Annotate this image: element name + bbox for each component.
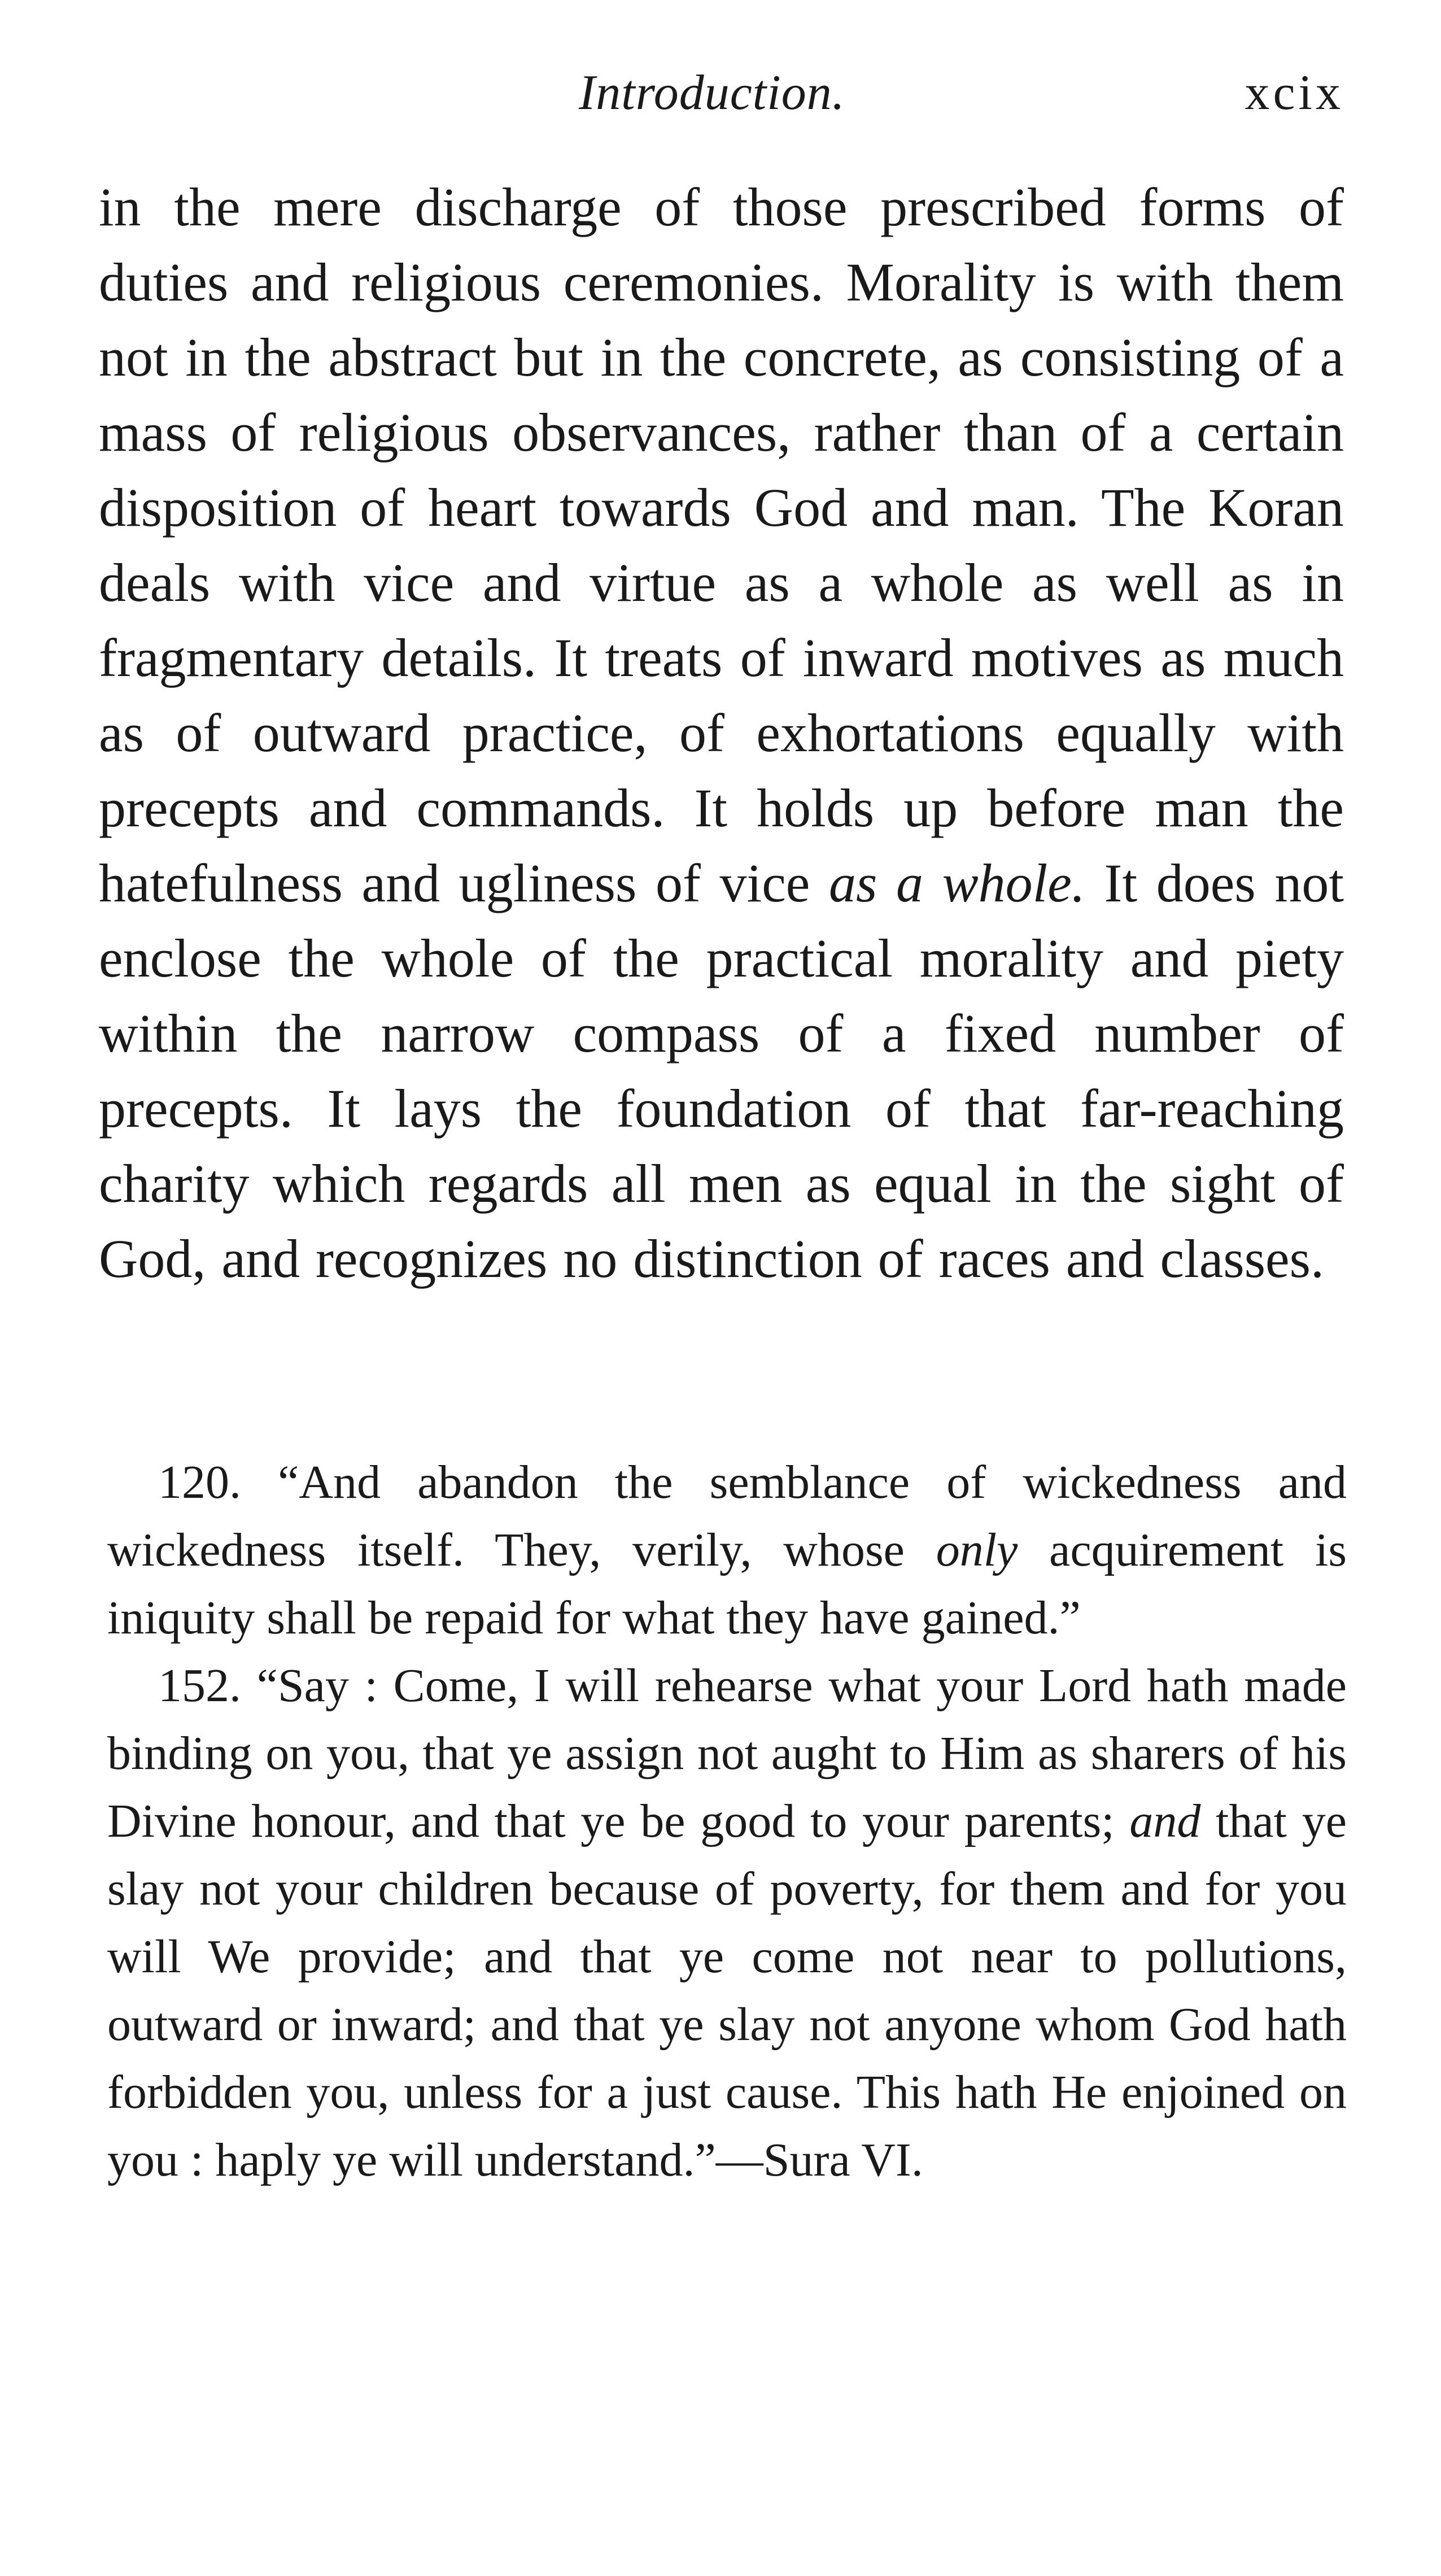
main-text bbox=[99, 169, 1344, 1296]
main-paragraph-italic: as a whole. bbox=[829, 853, 1085, 913]
note-text-2: that ye slay not your children because of poverty, for them and for you will We provide; and that ye come not near to pollutions, outward or inward; and that ye slay not anyone whom God hath forbidden you, unless for a just cause. This hath He enjoined on you : haply ye will understand.”—Sura VI. bbox=[107, 1795, 1347, 2186]
note-number: 152. bbox=[158, 1659, 241, 1712]
main-paragraph-text-1: in the mere discharge of those prescribed forms of duties and religious ceremonies. Morality is with them not in the abstract but in the concrete, as consisting of a mass of religious observances, rather than of a certain disposition of heart towards God and man. The Koran deals with vice and virtue as a whole as well as in fragmentary details. It treats of inward motives as much as of outward practice, of exhortations equally with precepts and commands. It holds up before man the hatefulness and ugliness of vice bbox=[99, 177, 1344, 913]
note-text-1: “And abandon the semblance of wickedness and wickedness itself. They, verily, whose bbox=[107, 1456, 1347, 1576]
note-text-1: “Say : Come, I will rehearse what your Lord hath made binding on you, that ye assign not aught to Him as sharers of his Divine honour, and that ye be good to your parents; bbox=[107, 1659, 1347, 1847]
note-120 bbox=[107, 1449, 1347, 1652]
note-text-2: acquirement is iniquity shall be repaid for what they have gained.” bbox=[107, 1524, 1347, 1644]
running-head bbox=[99, 62, 1344, 124]
main-paragraph bbox=[99, 169, 1344, 1296]
note-italic: and bbox=[1129, 1795, 1201, 1847]
page-number: xcix bbox=[1244, 66, 1344, 120]
running-head-title: Introduction. bbox=[579, 66, 845, 120]
verse-notes bbox=[107, 1449, 1347, 2194]
note-152 bbox=[107, 1652, 1347, 2194]
note-number: 120. bbox=[158, 1456, 241, 1509]
main-paragraph-text-2: It does not enclose the whole of the practical morality and piety within the narrow compass of a fixed number of precepts. It lays the foundation of that far-reaching charity which regards all men as equal in the sight of God, and recognizes no distinction of races and classes. bbox=[99, 853, 1344, 1289]
note-italic: only bbox=[936, 1524, 1018, 1576]
